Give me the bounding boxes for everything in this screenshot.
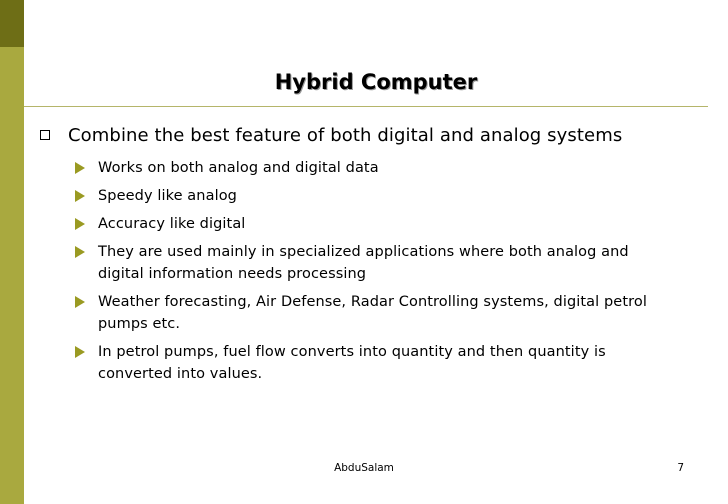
- sub-bullet-text: Accuracy like digital: [98, 216, 246, 232]
- sub-bullet-text: Works on both analog and digital data: [98, 160, 379, 176]
- sub-bullet-text: Weather forecasting, Air Defense, Radar Controlling systems, digital petrol pumps etc.: [98, 294, 647, 332]
- sub-bullet-item: [74, 185, 674, 207]
- triangle-bullet-icon: [74, 246, 86, 258]
- sub-bullet-item: [74, 157, 674, 179]
- triangle-bullet-icon: [74, 346, 86, 358]
- triangle-bullet-icon: [74, 218, 86, 230]
- sub-bullet-item: [74, 213, 674, 235]
- title-divider: [24, 106, 708, 107]
- sub-bullet-item: [74, 241, 674, 285]
- slide-title: Hybrid Computer: [274, 70, 478, 94]
- footer-author: AbduSalam: [334, 462, 394, 474]
- triangle-bullet-icon: [74, 296, 86, 308]
- square-bullet-icon: [40, 130, 50, 140]
- sub-bullet-item: [74, 341, 674, 385]
- left-accent-bar: [0, 0, 24, 504]
- triangle-bullet-icon: [74, 190, 86, 202]
- sub-bullet-text: They are used mainly in specialized applications where both analog and digital information needs processing: [98, 244, 629, 282]
- page-number: 7: [677, 462, 684, 474]
- sub-bullet-text: In petrol pumps, fuel flow converts into quantity and then quantity is converted into values.: [98, 344, 606, 382]
- sub-bullet-list: [74, 157, 674, 391]
- sub-bullet-item: [74, 291, 674, 335]
- left-accent-bar-top: [0, 0, 24, 47]
- triangle-bullet-icon: [74, 162, 86, 174]
- main-bullet-text: Combine the best feature of both digital and analog systems: [68, 125, 623, 146]
- sub-bullet-text: Speedy like analog: [98, 188, 237, 204]
